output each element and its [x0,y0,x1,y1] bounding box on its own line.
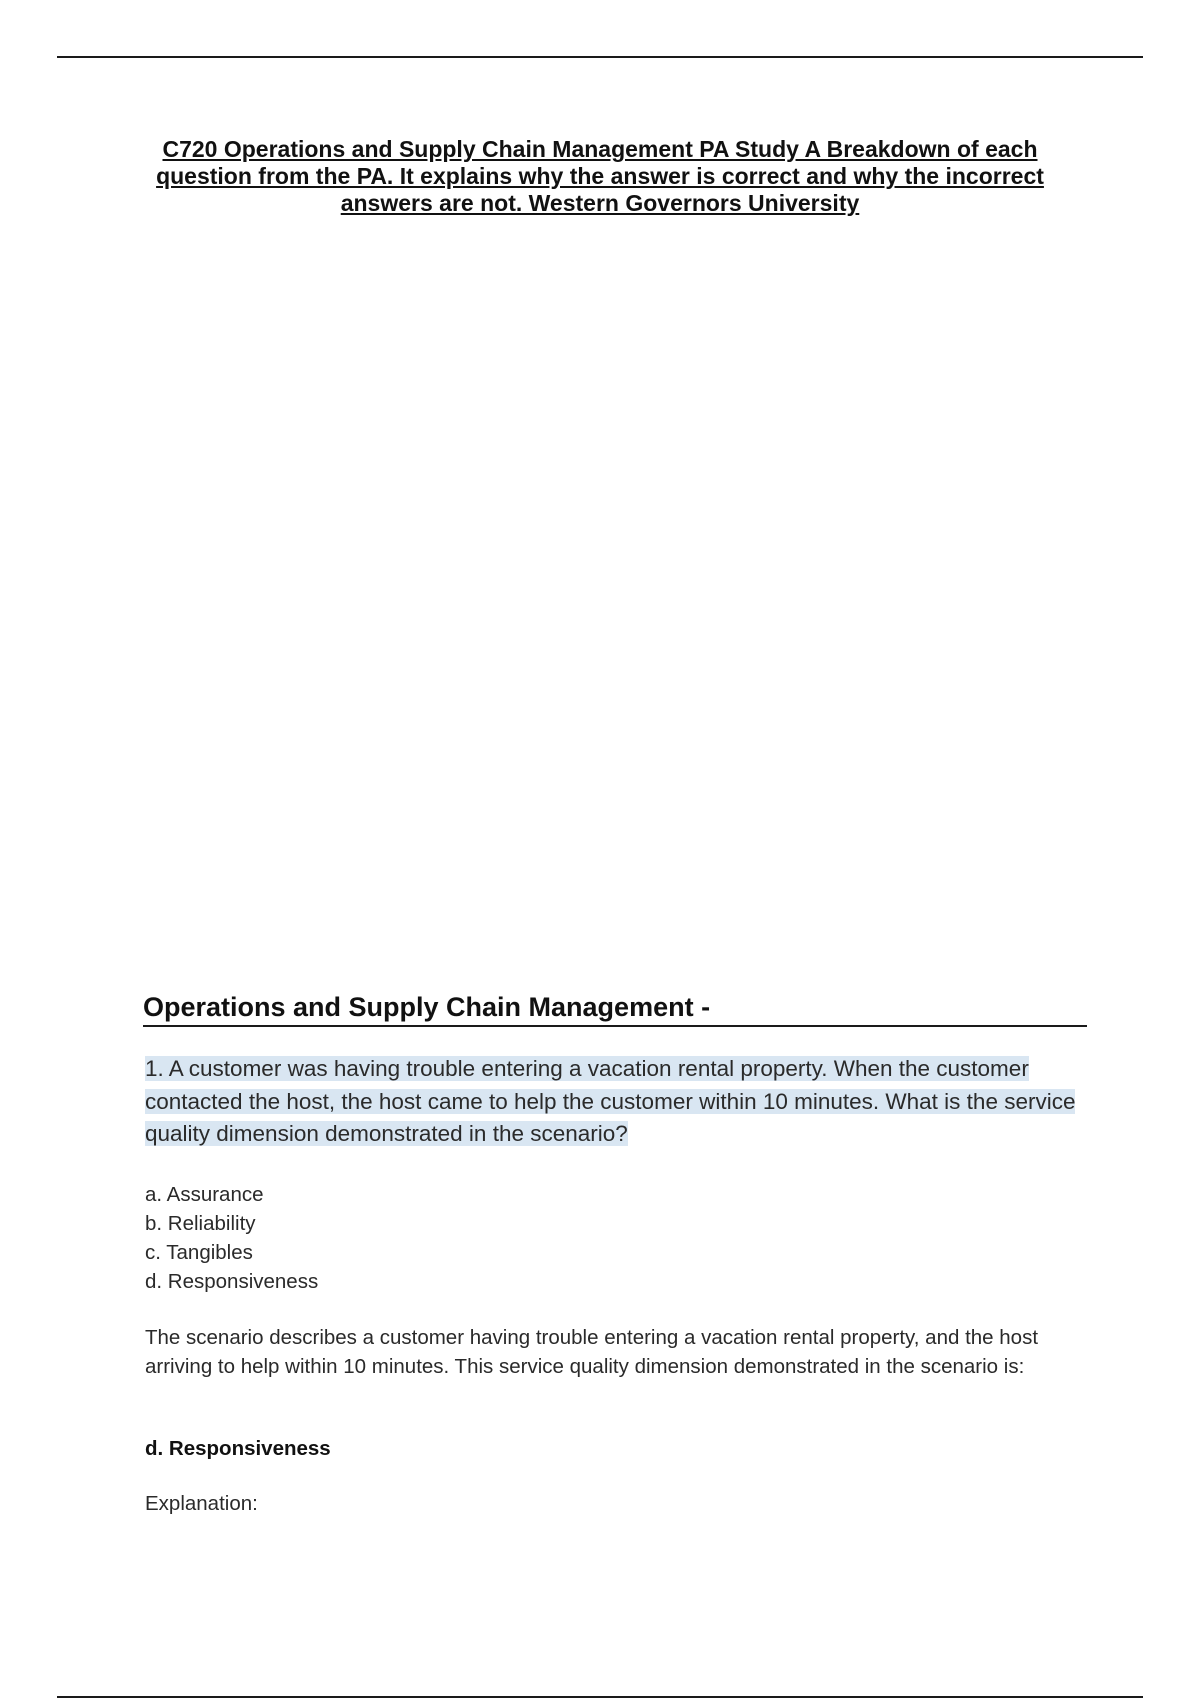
document-title: C720 Operations and Supply Chain Management PA Study A Breakdown of each question from the PA. It explains why the answer is correct and why the incorrect answers are not. Western Governors University [156,136,1044,216]
top-divider [57,56,1143,58]
option-d: d. Responsiveness [145,1270,319,1293]
option-b: b. Reliability [145,1212,256,1235]
question-text [145,1053,1085,1151]
section-heading: Operations and Supply Chain Management - [143,990,1087,1027]
explanation-label: Explanation: [145,1492,258,1515]
question-highlight: 1. A customer was having trouble entering a vacation rental property. When the customer contacted the host, the host came to help the customer within 10 minutes. What is the service quality dimension demonstrated in the scenario? [145,1056,1076,1146]
correct-answer: d. Responsiveness [145,1437,331,1460]
explanation-intro: The scenario describes a customer having trouble entering a vacation rental property, and the host arriving to help within 10 minutes. This service quality dimension demonstrated in the scenario is: [145,1326,1039,1378]
bottom-divider [57,1696,1143,1698]
option-c: c. Tangibles [145,1241,253,1264]
answer-options [145,1180,318,1296]
option-a: a. Assurance [145,1183,264,1206]
